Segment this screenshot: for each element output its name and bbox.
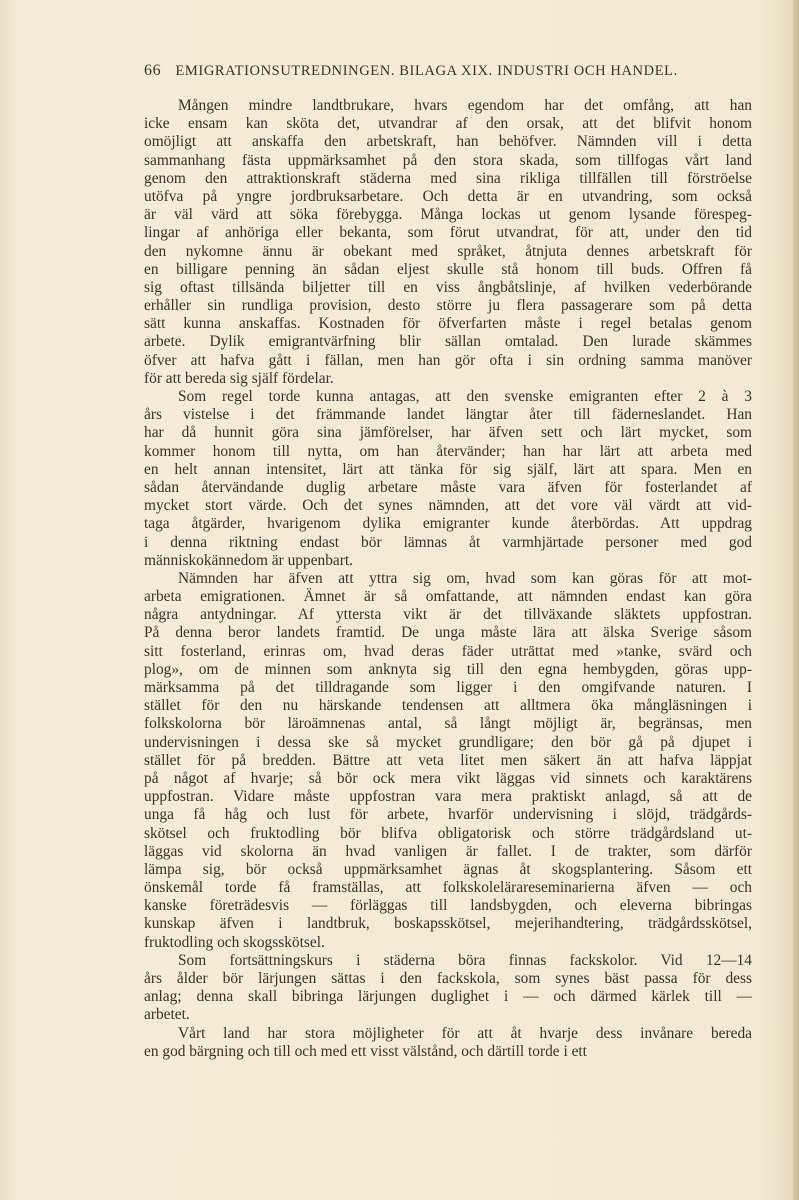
text-line: har då hunnit göra sina jämförelser, har äfven sett och lärt mycket, som [144, 424, 752, 442]
text-line: mycket stort värde. Och det synes nämnden, att det vore väl värdt att vid- [144, 497, 752, 515]
paragraph [144, 388, 752, 570]
text-line: skötsel och fruktodling bör blifva obligatorisk och större trädgårdsland ut- [144, 824, 752, 842]
text-line: kommer honom till nytta, om han återvänder; han har lärt att arbeta med [144, 442, 752, 460]
text-line: kunskap äfven i landtbruk, boskapsskötsel, mejerihandtering, trädgårdsskötsel, [144, 915, 752, 933]
text-line: läggas vid skolorna än hvad vanligen är fallet. I de trakter, som därför [144, 842, 752, 860]
text-line: undervisningen i dessa ske så mycket grundligare; den bör gå på djupet i [144, 733, 752, 751]
text-line: Som regel torde kunna antagas, att den svenske emigranten efter 2 à 3 [178, 388, 752, 405]
page-number: 66 [144, 62, 162, 79]
text-line: sig oftast tillsända biljetter till en viss ångbåtslinje, af hvilken vederbörande [144, 278, 752, 296]
paragraph [144, 1025, 752, 1061]
running-header [144, 62, 744, 84]
text-line: på något af hvarje; så bör ock mera vikt läggas vid sinnets och karaktärens [144, 769, 752, 787]
text-line: taga åtgärder, hvarigenom dylika emigranter kunde återbördas. Att uppdrag [144, 515, 752, 533]
text-line: fruktodling och skogsskötsel. [144, 933, 325, 951]
text-line: sammanhang fästa uppmärksamhet på den stora skada, som tillfogas vårt land [144, 151, 752, 169]
text-line: lingar af anhöriga eller bekanta, som förut utvandrat, för att, under den tid [144, 224, 752, 242]
text-line: kanske företrädesvis — förläggas till landsbygden, och eleverna bibringas [144, 897, 752, 915]
text-line: den nykomne ännu är obekant med språket, åtnjuta dennes arbetskraft för [144, 242, 752, 260]
text-line: folkskolorna bör läroämnenas antal, så långt möjligt är, begränsas, men [144, 715, 752, 733]
text-line: sitt fosterland, erinras om, hvad deras fäder uträttat med »tanke, svärd och [144, 642, 752, 660]
paragraph [144, 97, 752, 388]
text-line: människokännedom är uppenbart. [144, 551, 353, 569]
text-line: erhåller sin rundliga provision, desto större ju flera passagerare som på detta [144, 297, 752, 315]
text-line: uppfostran. Vidare måste uppfostran vara mera praktiskt anlagd, så att de [144, 788, 752, 806]
body-text [144, 97, 752, 1061]
text-line: anlag; denna skall bibringa lärjungen duglighet i — och därmed kärlek till — [144, 988, 752, 1006]
text-line: års ålder bör lärjungen sättas i den fackskola, som synes bäst passa för dess [144, 970, 752, 987]
text-line: en god bärgning och till och med ett visst välstånd, och därtill torde i ett [144, 1042, 587, 1060]
text-line: Som fortsättningskurs i städerna böra finnas fackskolor. Vid 12—14 [178, 951, 752, 969]
text-line: icke ensam kan sköta det, utvandrar af den orsak, att det blifvit honom [144, 115, 752, 133]
text-line: unga få håg och lust för arbete, hvarför undervisning i slöjd, trädgårds- [144, 806, 752, 824]
page-edge-shadow [793, 0, 799, 1200]
paragraph [144, 952, 752, 1025]
text-line: arbeta emigrationen. Ämnet är så omfattande, att nämnden endast kan göra [144, 588, 752, 606]
text-line: en billigare penning än sådan eljest skulle stå honom till buds. Offren få [144, 260, 752, 278]
text-line: önskemål torde få framställas, att folkskolelärareseminarierna äfven — och [144, 879, 752, 897]
text-line: några antydningar. Af yttersta vikt är det tillväxande släktets uppfostran. [144, 606, 752, 624]
text-line: års vistelse i det främmande landet längtar åter till fäderneslandet. Han [144, 406, 752, 424]
text-line: sätt kunna anskaffas. Kostnaden för öfverfarten måste i regel betalas genom [144, 315, 752, 333]
text-line: Nämnden har äfven att yttra sig om, hvad som kan göras för att mot- [178, 569, 752, 587]
paragraph [144, 570, 752, 952]
text-line: en helt annan intensitet, lärt att tänka för sig själf, lärt att spara. Men en [144, 460, 752, 478]
text-line: Vårt land har stora möjligheter för att åt hvarje dess invånare bereda [178, 1024, 752, 1042]
running-title: EMIGRATIONSUTREDNINGEN. BILAGA XIX. INDUSTRI OCH HANDEL. [175, 63, 678, 79]
text-line: omöjligt att anskaffa den arbetskraft, han behöfver. Nämnden vill i detta [144, 133, 752, 151]
text-line: sådan återvändande duglig arbetare måste vara äfven för fosterlandet af [144, 478, 752, 496]
text-line: Mången mindre landtbrukare, hvars egendom har det omfång, att han [178, 97, 752, 114]
text-line: är väl värd att söka förebygga. Många lockas ut genom lysande förespeg- [144, 206, 752, 224]
text-line: i denna riktning endast bör lämnas åt varmhjärtade personer med god [144, 533, 752, 551]
text-line: stället för den nu härskande tendensen att alltmera öka mångläsningen i [144, 697, 752, 715]
text-line: arbetet. [144, 1006, 190, 1024]
text-line: arbete. Dylik emigrantvärfning blir sällan omtalad. Den lurade skämmes [144, 333, 752, 351]
text-line: för att bereda sig själf fördelar. [144, 369, 334, 387]
text-line: plog», om de minnen som anknyta sig till den egna hembygden, göras upp- [144, 660, 752, 678]
text-line: På denna beror landets framtid. De unga måste lära att älska Sverige såsom [144, 624, 752, 642]
text-line: genom den attraktionskraft städerna med sina rikliga tillfällen till förströelse [144, 169, 752, 187]
text-line: öfver att hafva gått i fällan, men han gör ofta i sin ordning samma manöver [144, 351, 752, 369]
text-line: stället för på bredden. Bättre att veta litet men säkert än att hafva läppjat [144, 751, 752, 769]
text-line: lämpa sig, bör också uppmärksamhet ägnas åt skogsplantering. Såsom ett [144, 860, 752, 878]
text-line: märksamma på det tilldragande som ligger i den omgifvande naturen. I [144, 679, 752, 696]
text-line: utöfva på yngre jordbruksarbetare. Och detta är en utvandring, som också [144, 187, 752, 205]
